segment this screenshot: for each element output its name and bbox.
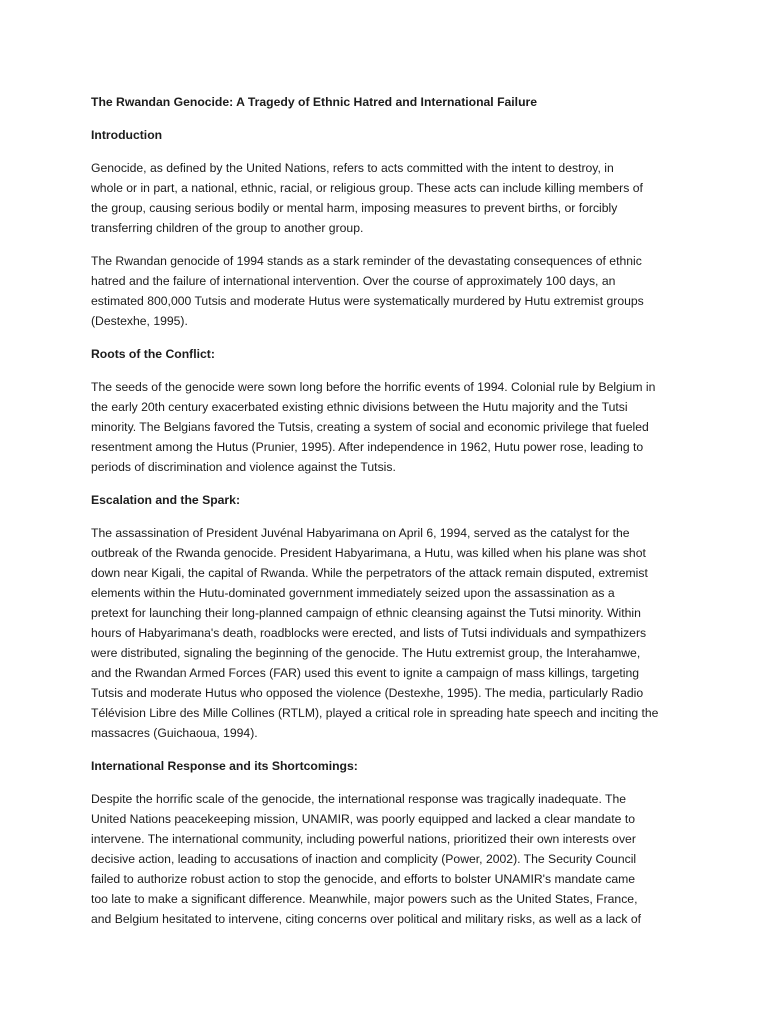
paragraph [91, 251, 681, 331]
text-line: were distributed, signaling the beginning of the genocide. The Hutu extremist group, the Interahamwe, [91, 646, 641, 660]
text-line: resentment among the Hutus (Prunier, 1995). After independence in 1962, Hutu power rose, leading to [91, 440, 644, 454]
text-line: (Destexhe, 1995). [91, 314, 188, 328]
section-heading-roots: Roots of the Conflict: [91, 347, 215, 361]
text-line: Tutsis and moderate Hutus who opposed the violence (Destexhe, 1995). The media, particularly Radio [91, 686, 644, 700]
text-line: too late to make a significant difference. Meanwhile, major powers such as the United States, France, [91, 892, 638, 906]
text-line: the group, causing serious bodily or mental harm, imposing measures to prevent births, or forcibly [91, 201, 618, 215]
text-line: periods of discrimination and violence against the Tutsis. [91, 460, 396, 474]
text-line: The Rwandan genocide of 1994 stands as a stark reminder of the devastating consequences of ethnic [91, 254, 642, 268]
section-heading-escalation: Escalation and the Spark: [91, 493, 240, 507]
text-line: United Nations peacekeeping mission, UNAMIR, was poorly equipped and lacked a clear mandate to [91, 812, 635, 826]
text-line: Genocide, as defined by the United Nations, refers to acts committed with the intent to destroy, in [91, 161, 614, 175]
text-line: and the Rwandan Armed Forces (FAR) used this event to ignite a campaign of mass killings, targeting [91, 666, 640, 680]
text-line: Despite the horrific scale of the genocide, the international response was tragically inadequate. The [91, 792, 626, 806]
section-heading-international-response: International Response and its Shortcomings: [91, 759, 358, 773]
text-line: transferring children of the group to another group. [91, 221, 364, 235]
text-line: hours of Habyarimana's death, roadblocks were erected, and lists of Tutsi individuals and sympathizers [91, 626, 647, 640]
text-line: hatred and the failure of international intervention. Over the course of approximately 100 days, an [91, 274, 616, 288]
text-line: and Belgium hesitated to intervene, citing concerns over political and military risks, as well as a lack of [91, 912, 642, 926]
text-line: intervene. The international community, including powerful nations, prioritized their own interests over [91, 832, 636, 846]
paragraph [91, 523, 681, 743]
text-line: pretext for launching their long-planned campaign of ethnic cleansing against the Tutsi minority. Within [91, 606, 641, 620]
text-line: failed to authorize robust action to stop the genocide, and efforts to bolster UNAMIR's mandate came [91, 872, 636, 886]
section-heading-introduction: Introduction [91, 128, 163, 142]
paragraph [91, 158, 681, 238]
text-line: down near Kigali, the capital of Rwanda. While the perpetrators of the attack remain disputed, extremist [91, 566, 648, 580]
document-body [91, 92, 681, 942]
text-line: decisive action, leading to accusations of inaction and complicity (Power, 2002). The Security Council [91, 852, 637, 866]
text-line: Télévision Libre des Mille Collines (RTLM), played a critical role in spreading hate speech and inciting the [91, 706, 659, 720]
text-line: whole or in part, a national, ethnic, racial, or religious group. These acts can include killing members of [91, 181, 643, 195]
text-line: massacres (Guichaoua, 1994). [91, 726, 258, 740]
text-line: elements within the Hutu-dominated government immediately seized upon the assassination as a [91, 586, 615, 600]
text-line: outbreak of the Rwanda genocide. President Habyarimana, a Hutu, was killed when his plane was shot [91, 546, 646, 560]
paragraph [91, 789, 681, 929]
text-line: The seeds of the genocide were sown long before the horrific events of 1994. Colonial rule by Belgium in [91, 380, 656, 394]
document-title: The Rwandan Genocide: A Tragedy of Ethnic Hatred and International Failure [91, 95, 538, 109]
text-line: The assassination of President Juvénal Habyarimana on April 6, 1994, served as the catalyst for the [91, 526, 630, 540]
paragraph [91, 377, 681, 477]
text-line: the early 20th century exacerbated existing ethnic divisions between the Hutu majority and the Tutsi [91, 400, 628, 414]
text-line: estimated 800,000 Tutsis and moderate Hutus were systematically murdered by Hutu extremist groups [91, 294, 644, 308]
text-line: minority. The Belgians favored the Tutsis, creating a system of social and economic privilege that fueled [91, 420, 649, 434]
